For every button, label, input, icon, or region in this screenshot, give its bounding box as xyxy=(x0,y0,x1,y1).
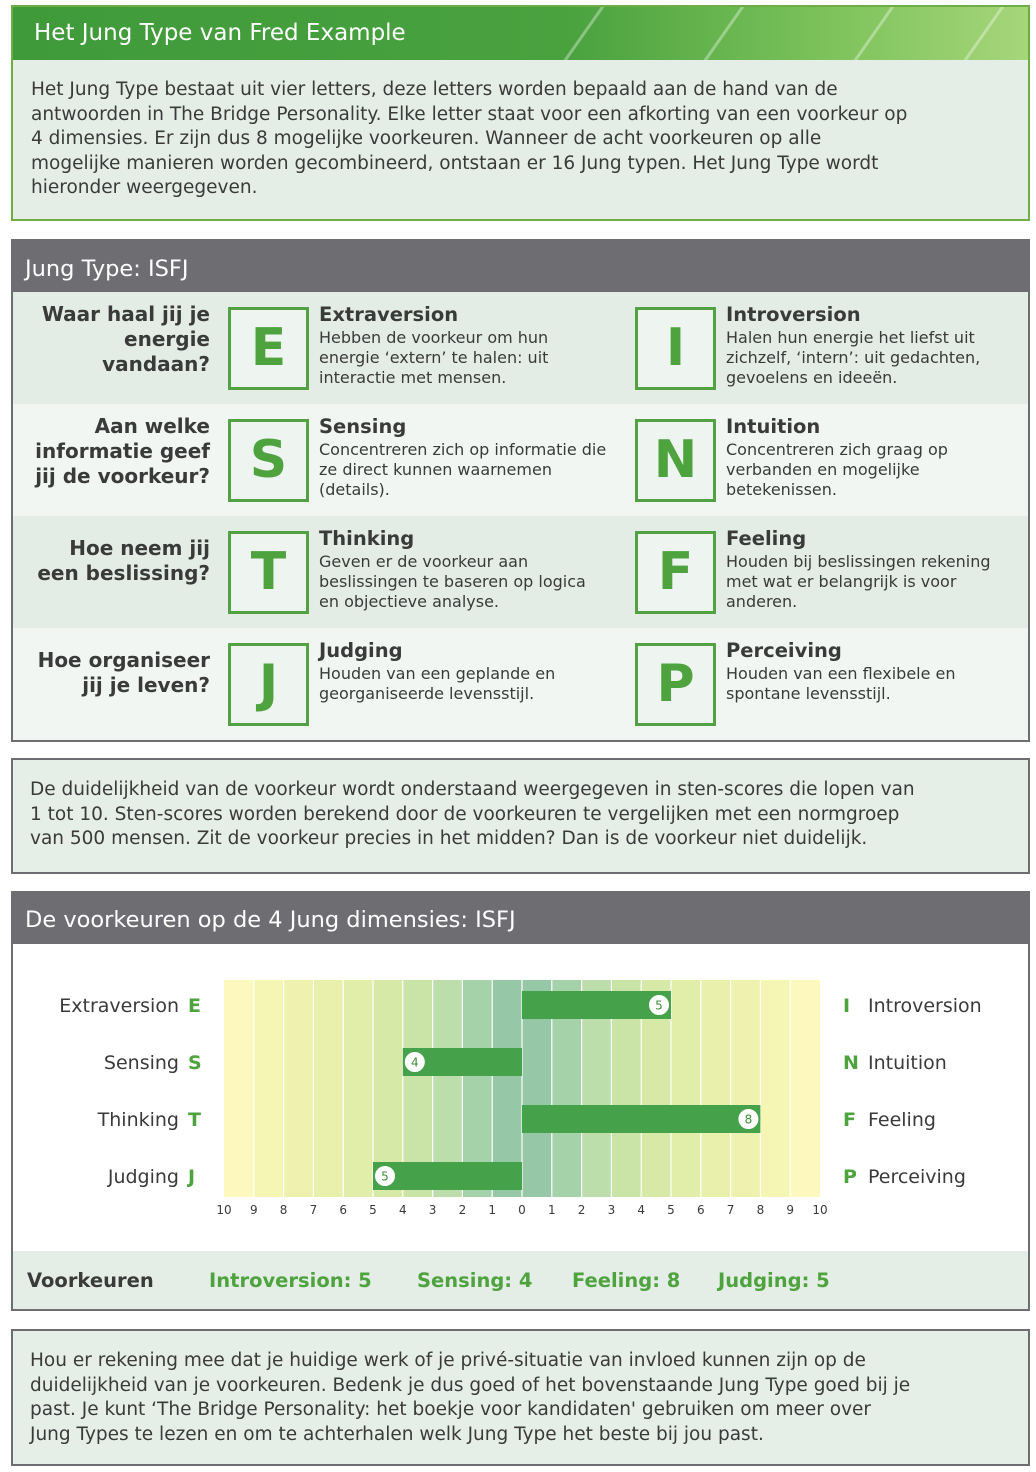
chart-left-letter: T xyxy=(188,1109,201,1131)
preference-title: Perceiving xyxy=(726,639,842,662)
description-line: en objectieve analyse. xyxy=(319,592,499,611)
description-line: interactie met mensen. xyxy=(319,368,507,387)
chart-tick-label: 6 xyxy=(339,1203,348,1217)
chart-tick-label: 2 xyxy=(458,1203,467,1217)
preference-title: Judging xyxy=(319,639,403,662)
question-line: Hoe organiseer xyxy=(37,648,210,672)
preference-feeling: Feeling: 8 xyxy=(572,1269,681,1292)
sten-explanation xyxy=(11,758,1030,874)
description-line: verbanden en mogelijke xyxy=(726,460,920,479)
preference-judging: Judging: 5 xyxy=(718,1269,830,1292)
chart-bar xyxy=(522,1105,760,1133)
preference-title: Extraversion xyxy=(319,303,459,326)
chart-right-label: Feeling xyxy=(868,1109,936,1131)
preference-description xyxy=(726,440,1026,500)
description-line: ze direct kunnen waarnemen xyxy=(319,460,552,479)
preference-introversion: Introversion: 5 xyxy=(209,1269,372,1292)
chart-tick-label: 4 xyxy=(637,1203,646,1217)
type-row xyxy=(13,516,1028,628)
description-line: beslissingen te baseren op logica xyxy=(319,572,586,591)
question-line: Aan welke xyxy=(94,414,210,438)
chart-right-label: Perceiving xyxy=(868,1166,966,1188)
description-line: Houden van een geplande en xyxy=(319,664,556,683)
chart-tick-label: 5 xyxy=(369,1203,377,1217)
type-question xyxy=(10,536,210,586)
closing-note xyxy=(11,1329,1030,1466)
type-letter-right: N xyxy=(635,419,716,502)
chart-data-label: 5 xyxy=(655,998,663,1013)
type-row xyxy=(13,628,1028,740)
chart-left-label: Sensing xyxy=(103,1052,179,1074)
description-line: zichzelf, ‘intern’: uit gedachten, xyxy=(726,348,981,367)
chart-data-label: 5 xyxy=(381,1169,389,1184)
chart-left-letter: E xyxy=(188,995,201,1017)
description-line: georganiseerde levensstijl. xyxy=(319,684,535,703)
preferences-label: Voorkeuren xyxy=(27,1269,154,1292)
chart-data-label: 8 xyxy=(744,1112,753,1127)
intro-title: Het Jung Type van Fred Example xyxy=(34,20,406,46)
note-line: Jung Types te lezen en om te achterhalen welk Jung Type het beste bij jou past. xyxy=(30,1423,764,1445)
chart-right-label: Intuition xyxy=(868,1052,947,1074)
chart-tick-label: 9 xyxy=(786,1203,795,1217)
chart-tick-label: 4 xyxy=(398,1203,407,1217)
note-line: Hou er rekening mee dat je huidige werk of je privé-situatie van invloed kunnen zijn op de xyxy=(30,1350,866,1371)
type-letter-left: T xyxy=(228,531,309,614)
chart-right-letter: I xyxy=(843,995,851,1017)
description-line: (details). xyxy=(319,480,390,499)
chart-tick-label: 2 xyxy=(577,1203,586,1217)
chart-right-label: Introversion xyxy=(868,995,982,1017)
type-letter-left: J xyxy=(228,643,309,726)
description-line: energie ‘extern’ te halen: uit xyxy=(319,348,549,367)
question-line: jij je leven? xyxy=(82,673,210,697)
chart-band xyxy=(790,980,820,1197)
intro-line: antwoorden in The Bridge Personality. Elke letter staat voor een afkorting van een voorkeur op xyxy=(31,103,908,125)
intro-line: 4 dimensies. Er zijn dus 8 mogelijke voorkeuren. Wanneer de acht voorkeuren op alle xyxy=(31,128,822,149)
description-line: Houden bij beslissingen rekening xyxy=(726,552,991,571)
jung-type-header xyxy=(13,241,1028,292)
type-row xyxy=(13,292,1028,404)
description-line: Geven er de voorkeur aan xyxy=(319,552,529,571)
note-line: past. Je kunt ‘The Bridge Personality: het boekje voor kandidaten' gebruiken om meer over xyxy=(30,1399,872,1420)
sten-line: De duidelijkheid van de voorkeur wordt onderstaand weergegeven in sten-scores die lopen van xyxy=(30,779,915,800)
preference-description xyxy=(726,552,1026,612)
preference-title: Sensing xyxy=(319,415,407,438)
chart-tick-label: 7 xyxy=(309,1203,318,1217)
dimensions-header xyxy=(13,893,1028,944)
description-line: betekenissen. xyxy=(726,480,837,499)
description-line: Hebben de voorkeur om hun xyxy=(319,328,549,347)
question-line: vandaan? xyxy=(102,352,210,376)
preference-description xyxy=(319,664,619,704)
description-line: met wat er belangrijk is voor xyxy=(726,572,957,591)
sten-line: van 500 mensen. Zit de voorkeur precies in het midden? Dan is de voorkeur niet duidelijk. xyxy=(30,828,868,849)
description-line: spontane levensstijl. xyxy=(726,684,891,703)
intro-header xyxy=(13,7,1028,60)
question-line: Hoe neem jij xyxy=(69,536,210,560)
chart-left-label: Thinking xyxy=(97,1109,179,1131)
chart-band xyxy=(671,980,701,1197)
note-line: duidelijkheid van je voorkeuren. Bedenk je dus goed of het bovenstaande Jung Type goed bij je xyxy=(30,1374,911,1396)
type-question xyxy=(10,302,210,377)
chart-left-letter: J xyxy=(188,1166,196,1188)
intro-line: Het Jung Type bestaat uit vier letters, deze letters worden bepaald aan de hand van de xyxy=(31,79,838,100)
chart-band xyxy=(343,980,373,1197)
preference-description xyxy=(319,328,619,388)
preference-description xyxy=(319,552,619,612)
type-letter-right: I xyxy=(635,307,716,390)
preference-title: Intuition xyxy=(726,415,821,438)
chart-tick-label: 3 xyxy=(428,1203,437,1217)
preference-description xyxy=(726,664,1026,704)
chart-tick-label: 0 xyxy=(518,1203,526,1217)
chart-tick-label: 9 xyxy=(249,1203,258,1217)
chart-tick-label: 5 xyxy=(667,1203,675,1217)
chart-tick-label: 6 xyxy=(696,1203,705,1217)
chart-data-label: 4 xyxy=(410,1055,419,1070)
preference-title: Feeling xyxy=(726,527,807,550)
question-line: een beslissing? xyxy=(37,561,210,585)
chart-right-letter: N xyxy=(843,1052,859,1074)
question-line: informatie geef xyxy=(35,439,210,463)
type-letter-left: E xyxy=(228,307,309,390)
dimensions-panel xyxy=(11,891,1030,1311)
description-line: Houden van een flexibele en xyxy=(726,664,956,683)
chart-left-label: Judging xyxy=(107,1166,179,1188)
description-line: gevoelens en ideeën. xyxy=(726,368,898,387)
intro-line: hieronder weergegeven. xyxy=(31,177,258,198)
preference-description xyxy=(319,440,619,500)
type-question xyxy=(10,414,210,489)
type-question xyxy=(10,648,210,698)
preferences-footer xyxy=(13,1251,1028,1309)
chart-tick-label: 10 xyxy=(216,1203,232,1217)
preference-sensing: Sensing: 4 xyxy=(417,1269,533,1292)
intro-panel xyxy=(11,5,1030,221)
dimensions-title: De voorkeuren op de 4 Jung dimensies: ISFJ xyxy=(25,907,516,933)
chart-band xyxy=(731,980,761,1197)
chart-band xyxy=(701,980,731,1197)
chart-tick-label: 3 xyxy=(607,1203,616,1217)
chart-band xyxy=(224,980,254,1197)
jung-type-title: Jung Type: ISFJ xyxy=(25,256,189,282)
chart-tick-label: 7 xyxy=(726,1203,735,1217)
chart-tick-label: 10 xyxy=(812,1203,828,1217)
sten-line: 1 tot 10. Sten-scores worden berekend door de voorkeuren te vergelijken met een normgroep xyxy=(30,803,900,825)
chart-band xyxy=(760,980,790,1197)
chart-tick-label: 8 xyxy=(279,1203,288,1217)
question-line: jij de voorkeur? xyxy=(35,464,210,488)
chart-left-label: Extraversion xyxy=(59,995,179,1017)
chart-tick-label: 1 xyxy=(488,1203,497,1217)
preference-title: Thinking xyxy=(319,527,415,550)
description-line: anderen. xyxy=(726,592,798,611)
description-line: Concentreren zich op informatie die xyxy=(319,440,607,459)
type-letter-left: S xyxy=(228,419,309,502)
intro-line: mogelijke manieren worden gecombineerd, ontstaan er 16 Jung typen. Het Jung Type wordt xyxy=(31,152,879,174)
chart-tick-label: 8 xyxy=(756,1203,765,1217)
chart-right-letter: P xyxy=(843,1166,857,1188)
chart-right-letter: F xyxy=(843,1109,856,1131)
chart-band xyxy=(313,980,343,1197)
jung-type-panel xyxy=(11,239,1030,742)
chart-tick-label: 1 xyxy=(547,1203,556,1217)
question-line: energie xyxy=(124,327,210,351)
type-letter-right: P xyxy=(635,643,716,726)
intro-text xyxy=(13,60,1028,201)
description-line: Concentreren zich graag op xyxy=(726,440,948,459)
description-line: Halen hun energie het liefst uit xyxy=(726,328,975,347)
dimensions-chart xyxy=(13,944,1028,1251)
chart-band xyxy=(284,980,314,1197)
chart-left-letter: S xyxy=(188,1052,202,1074)
chart-band xyxy=(254,980,284,1197)
question-line: Waar haal jij je xyxy=(41,302,210,326)
type-row xyxy=(13,404,1028,516)
preference-title: Introversion xyxy=(726,303,861,326)
type-letter-right: F xyxy=(635,531,716,614)
preference-description xyxy=(726,328,1026,388)
